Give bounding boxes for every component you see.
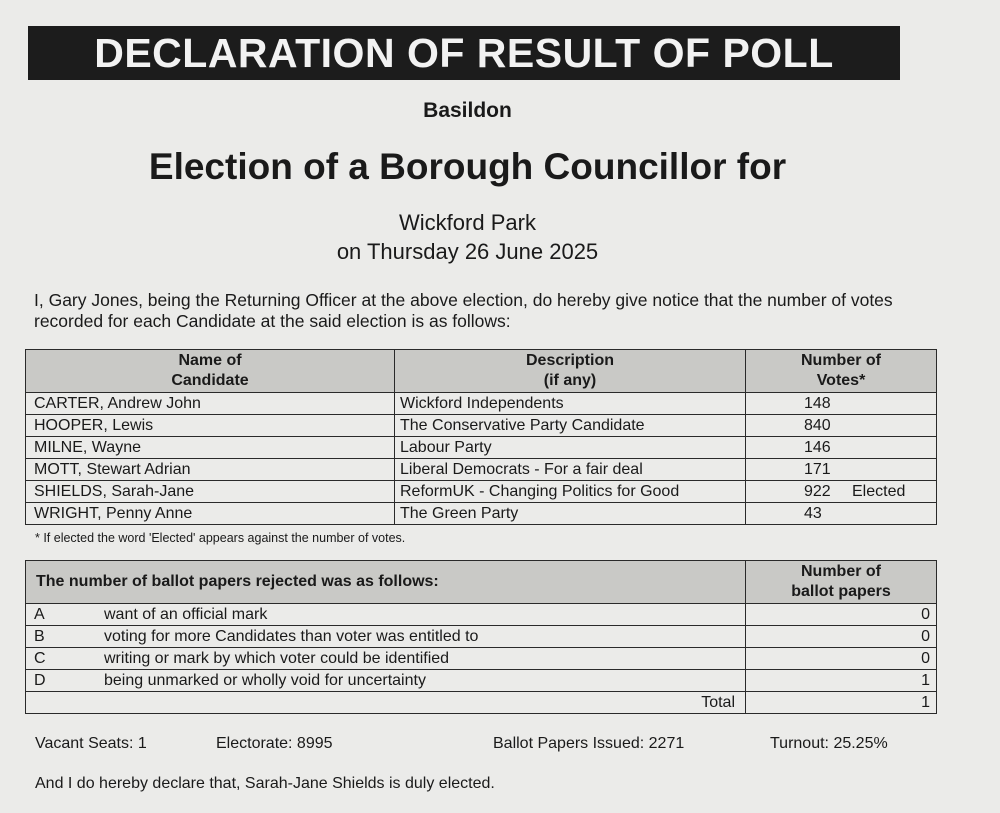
table-row [26,670,937,692]
reason-letter: B [26,626,95,648]
table-row [26,604,937,626]
banner-title: DECLARATION OF RESULT OF POLL [28,26,900,80]
turnout: Turnout: 25.25% [770,735,888,752]
reason-letter: A [26,604,95,626]
candidate-description: The Conservative Party Candidate [395,415,746,437]
total-row [26,692,937,714]
reason-text: want of an official mark [94,604,746,626]
reason-letter: D [26,670,95,692]
candidate-name: CARTER, Andrew John [26,393,395,415]
header-votes-line2: Votes* [816,372,866,389]
candidate-votes [746,415,937,437]
vote-count: 148 [804,394,831,412]
vote-count: 43 [804,504,822,522]
election-date: on Thursday 26 June 2025 [336,239,599,264]
reason-text: being unmarked or wholly void for uncertainty [94,670,746,692]
candidate-description: The Green Party [395,503,746,525]
candidates-header-row [26,350,937,393]
candidate-description: Wickford Independents [395,393,746,415]
candidate-name: SHIELDS, Sarah-Jane [26,481,395,503]
count-header-line2: ballot papers [791,583,891,600]
reason-count: 1 [746,670,937,692]
candidate-description: ReformUK - Changing Politics for Good [395,481,746,503]
count-header-line1: Number of [801,563,881,580]
declaration-text: And I do hereby declare that, Sarah-Jane Shields is duly elected. [35,775,495,792]
electorate: Electorate: 8995 [216,735,333,752]
table-row [26,393,937,415]
candidate-description: Liberal Democrats - For a fair deal [395,459,746,481]
total-count: 1 [746,692,937,714]
header-votes [746,350,937,393]
elected-marker: Elected [852,482,906,500]
header-name-line1: Name of [178,352,242,369]
table-row [26,481,937,503]
vote-count: 840 [804,416,831,434]
reason-count: 0 [746,604,937,626]
candidate-votes [746,437,937,459]
table-row [26,459,937,481]
candidate-votes [746,459,937,481]
rejected-count-header [746,561,937,604]
vote-count: 171 [804,460,831,478]
candidates-table [25,349,937,525]
vacant-seats: Vacant Seats: 1 [35,735,147,752]
candidate-votes [746,503,937,525]
notice-text: I, Gary Jones, being the Returning Officer at the above election, do hereby give notice that the number of votes recorded for each Candidate at the said election is as follows: [34,290,893,331]
header-desc-line1: Description [525,352,614,369]
rejected-title: The number of ballot papers rejected was as follows: [26,561,746,604]
header-name [26,350,395,393]
ballot-papers-issued: Ballot Papers Issued: 2271 [493,735,685,752]
candidate-votes [746,393,937,415]
header-name-line2: Candidate [171,372,249,389]
candidate-description: Labour Party [395,437,746,459]
reason-count: 0 [746,626,937,648]
candidate-name: HOOPER, Lewis [26,415,395,437]
ward-name: Wickford Park [399,210,536,235]
reason-text: voting for more Candidates than voter was entitled to [94,626,746,648]
rejected-ballots-table [25,560,937,714]
table-row [26,415,937,437]
table-row [26,437,937,459]
candidate-name: MILNE, Wayne [26,437,395,459]
table-row [26,648,937,670]
header-description [395,350,746,393]
reason-count: 0 [746,648,937,670]
election-title: Election of a Borough Councillor for [148,146,787,187]
votes-footnote: * If elected the word 'Elected' appears against the number of votes. [35,531,406,545]
rejected-header-row [26,561,937,604]
header-votes-line1: Number of [801,352,881,369]
reason-text: writing or mark by which voter could be identified [94,648,746,670]
candidate-name: MOTT, Stewart Adrian [26,459,395,481]
council-name: Basildon [423,99,512,122]
reason-letter: C [26,648,95,670]
vote-count: 922 [804,482,831,500]
header-desc-line2: (if any) [543,372,597,389]
vote-count: 146 [804,438,831,456]
table-row [26,503,937,525]
total-label: Total [26,692,746,714]
candidate-name: WRIGHT, Penny Anne [26,503,395,525]
candidate-votes [746,481,937,503]
table-row [26,626,937,648]
